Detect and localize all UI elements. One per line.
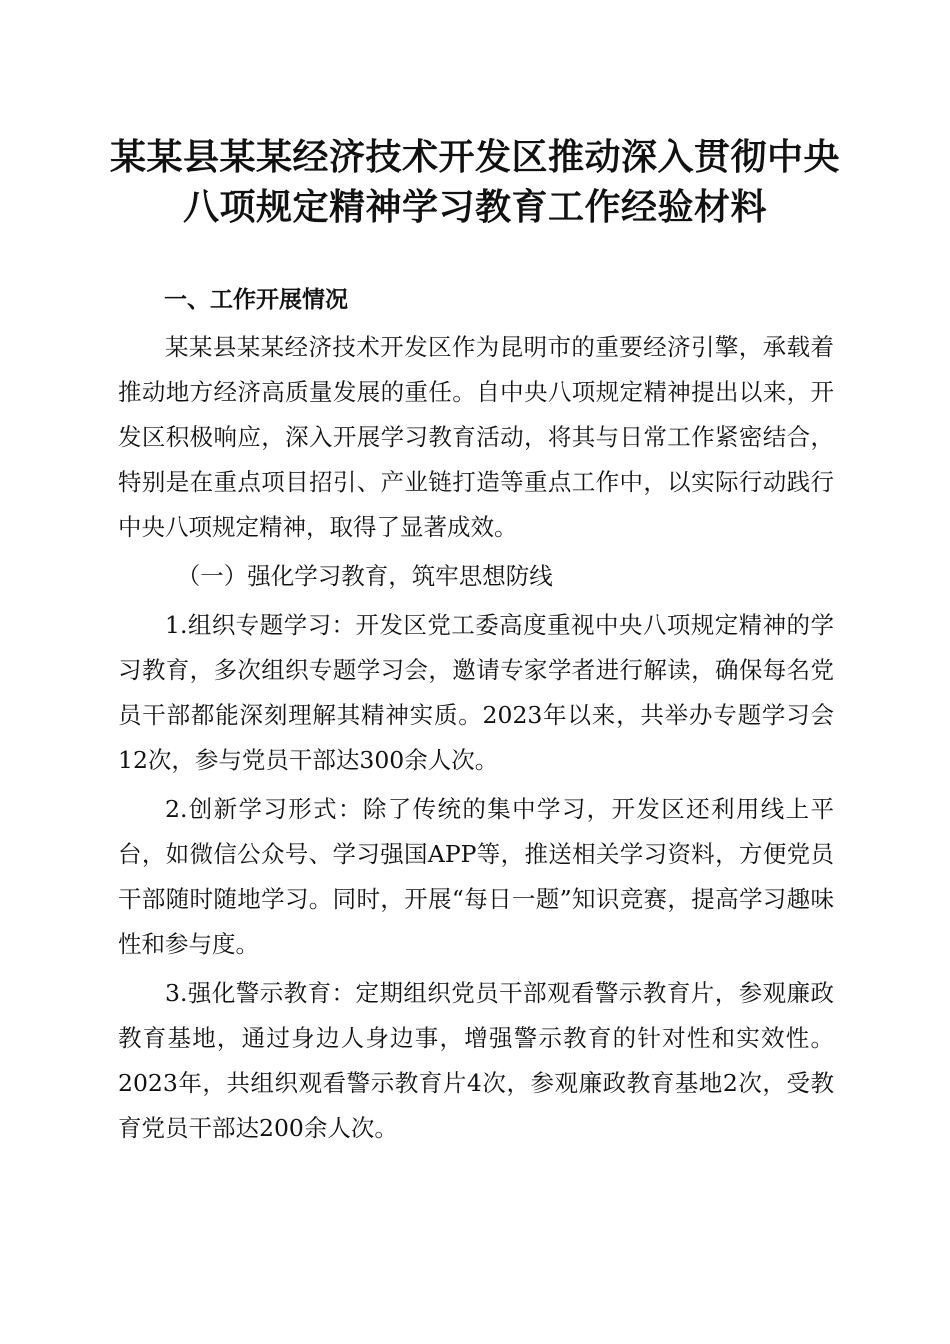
document-title <box>100 132 850 232</box>
title-line-2: 八项规定精神学习教育工作经验材料 <box>182 186 767 228</box>
intro-paragraph: 某某县某某经济技术开发区作为昆明市的重要经济引擎，承载着推动地方经济高质量发展的重任。自中央八项规定精神提出以来，开发区积极响应，深入开展学习教育活动，将其与日常工作紧密结合，特别是在重点项目招引、产业链打造等重点工作中，以实际行动践行中央八项规定精神，取得了显著成效。 <box>118 333 834 541</box>
section-heading: 一、工作开展情况 <box>164 287 348 313</box>
list-item-3: 3.强化警示教育：定期组织党员干部观看警示教育片，参观廉政教育基地，通过身边人身边事，增强警示教育的针对性和实效性。2023年，共组织观看警示教育片4次，参观廉政教育基地2次，受教育党员干部达200余人次。 <box>118 979 834 1142</box>
title-line-1: 某某县某某经济技术开发区推动深入贯彻中央 <box>109 136 840 178</box>
subsection-heading: （一）强化学习教育，筑牢思想防线 <box>176 562 553 590</box>
list-item-1: 1.组织专题学习：开发区党工委高度重视中央八项规定精神的学习教育，多次组织专题学习会，邀请专家学者进行解读，确保每名党员干部都能深刻理解其精神实质。2023年以来，共举办专题学习会12次，参与党员干部达300余人次。 <box>118 611 834 774</box>
document-body <box>118 278 834 1151</box>
list-item-2: 2.创新学习形式：除了传统的集中学习，开发区还利用线上平台，如微信公众号、学习强国APP等，推送相关学习资料，方便党员干部随时随地学习。同时，开展“每日一题”知识竞赛，提高学习趣味性和参与度。 <box>118 795 834 958</box>
